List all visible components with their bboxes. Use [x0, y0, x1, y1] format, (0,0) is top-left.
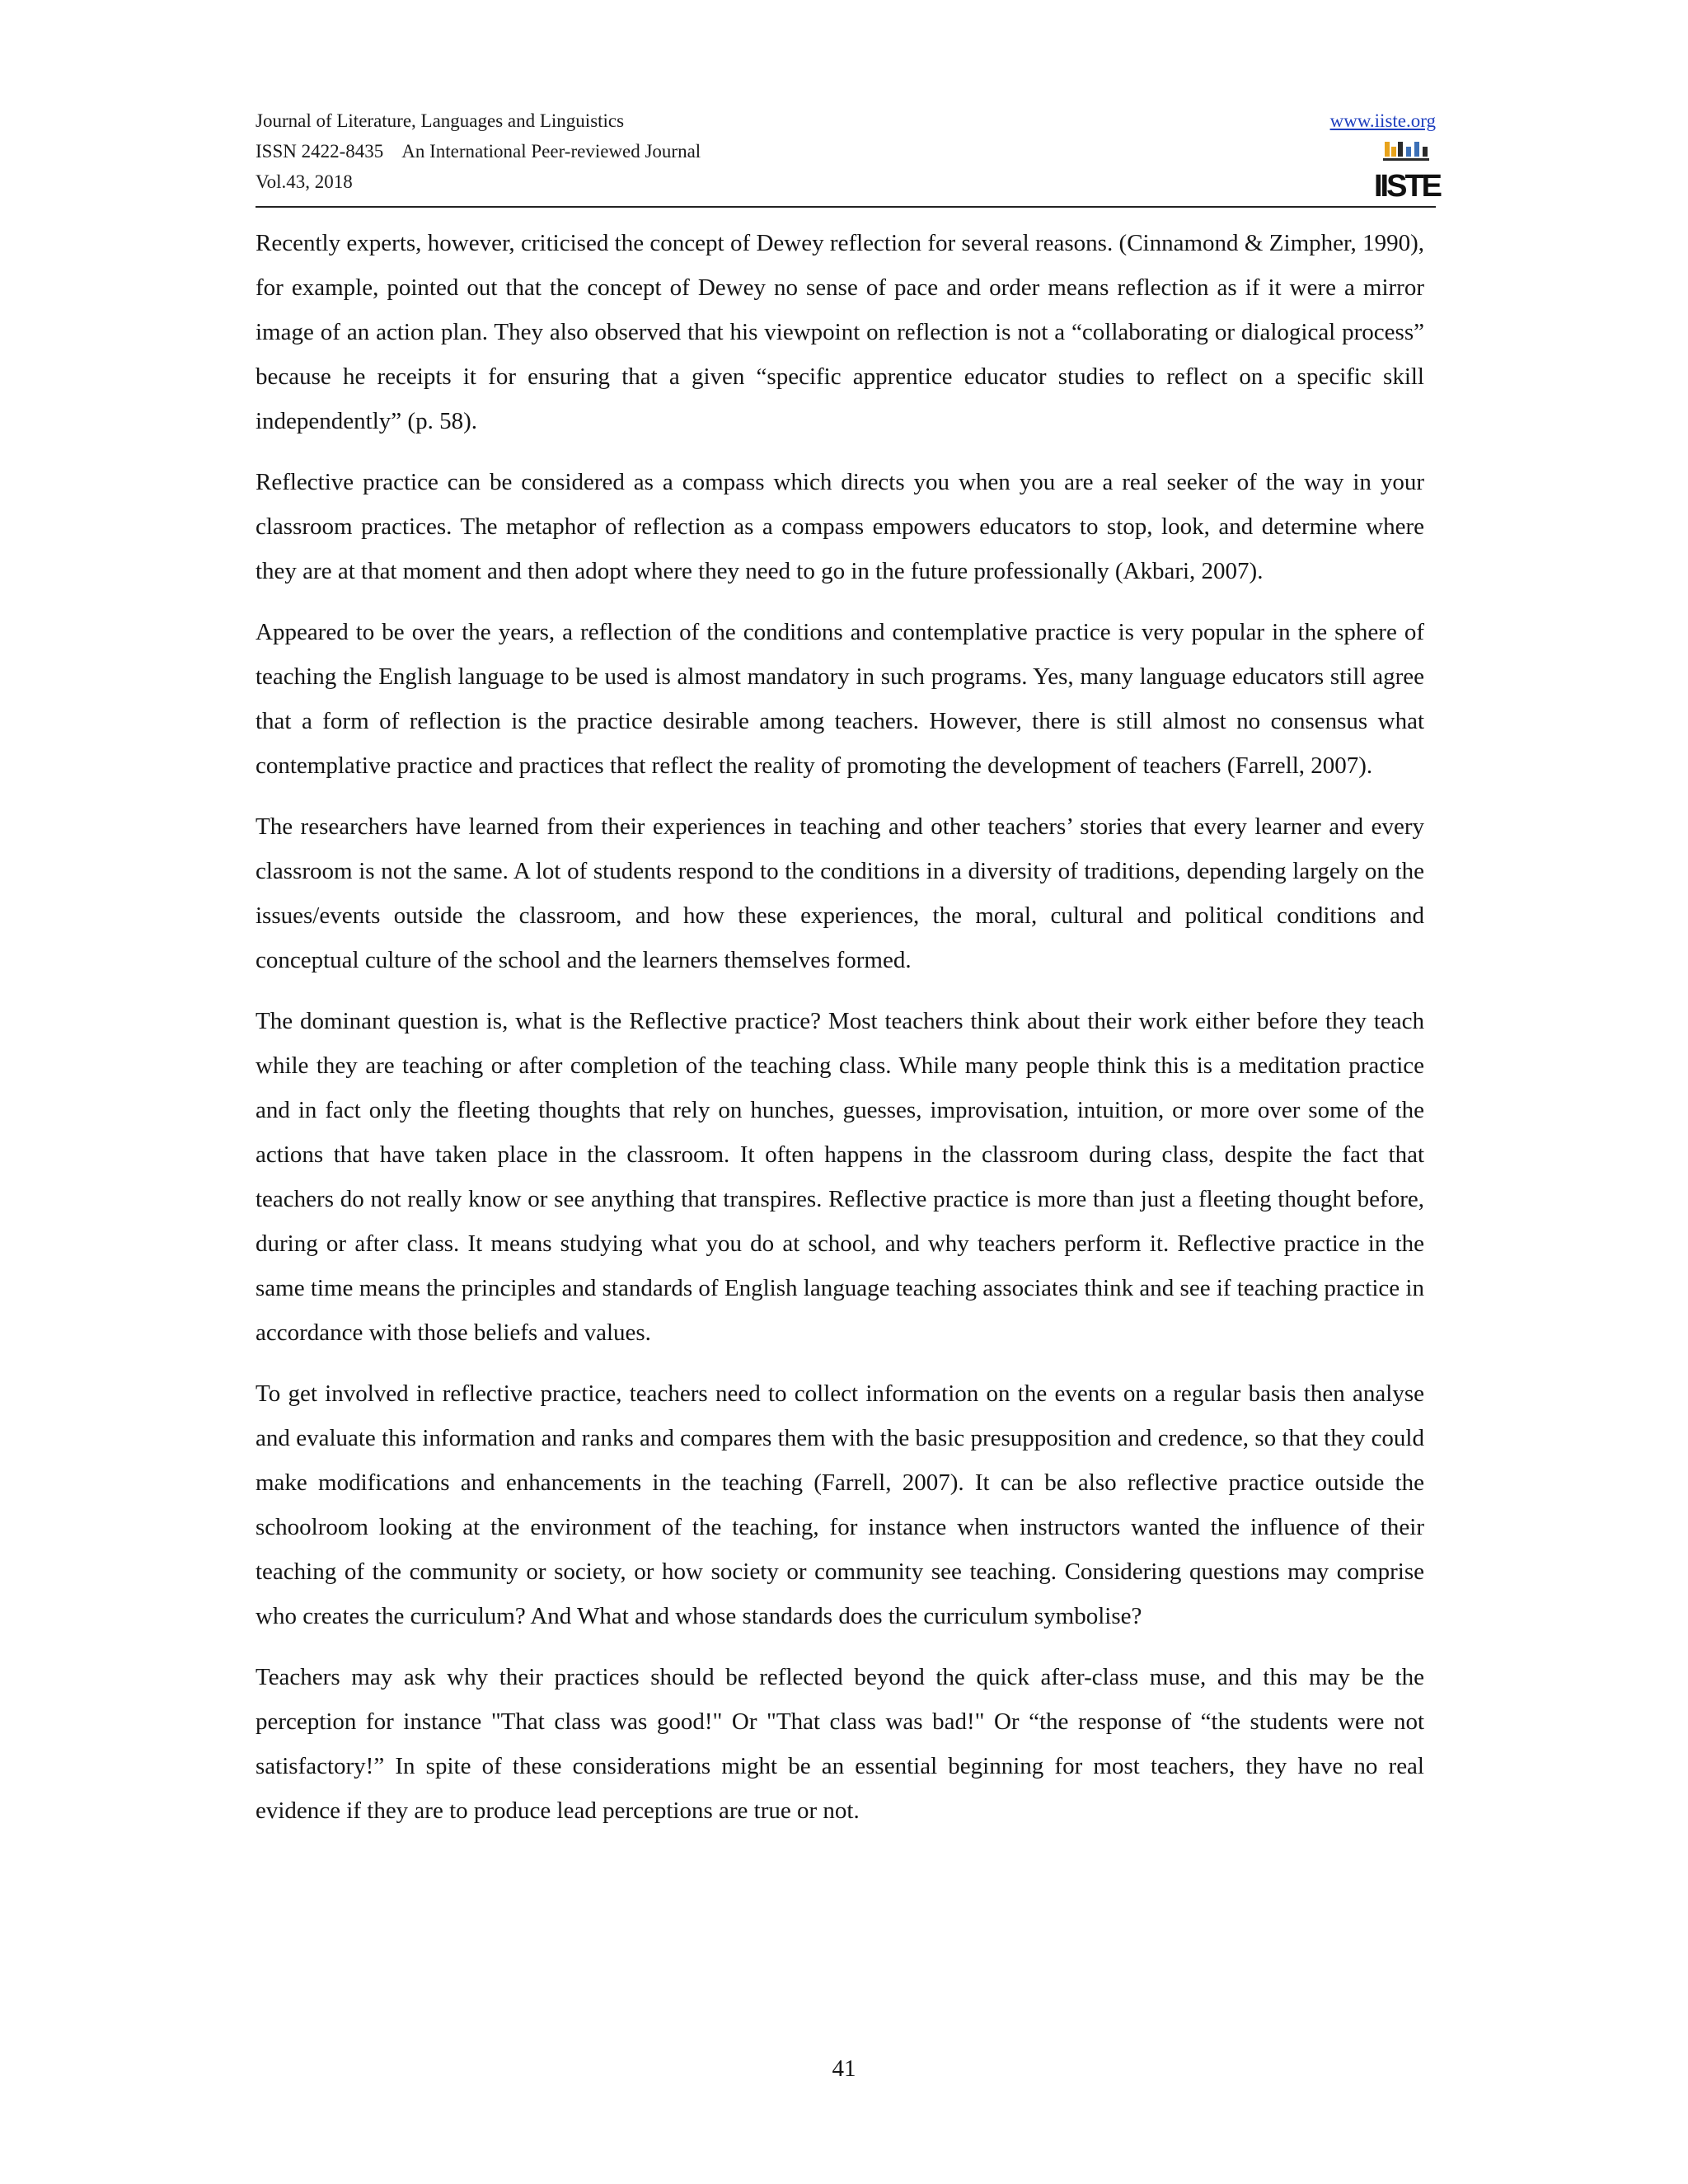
page-number: 41	[832, 2055, 856, 2082]
article-body	[256, 221, 1424, 1849]
volume: Vol.43, 2018	[256, 171, 353, 192]
paragraph: The dominant question is, what is the Reflective practice? Most teachers think about their work either before they teach while they are teaching or after completion of the teaching class. While many people think this is a meditation practice and in fact only the fleeting thoughts that rely on hunches, guesses, improvisation, intuition, or more over some of the actions that have taken place in the classroom. It often happens in the classroom during class, despite the fact that teachers do not really know or see anything that transpires. Reflective practice is more than just a fleeting thought before, during or after class. It means studying what you do at school, and why teachers perform it. Reflective practice in the same time means the principles and standards of English language teaching associates think and see if teaching practice in accordance with those beliefs and values.	[256, 1008, 1424, 1346]
paragraph: To get involved in reflective practice, teachers need to collect information on the events on a regular basis then analyse and evaluate this information and ranks and compares them with the basic presupposition and credence, so that they could make modifications and enhancements in the teaching (Farrell, 2007). It can be also reflective practice outside the schoolroom looking at the environment of the teaching, for instance when instructors wanted the influence of their teaching of the community or society, or how society or community see teaching. Considering questions may comprise who creates the curriculum? And What and whose standards does the curriculum symbolise?	[256, 1380, 1424, 1629]
journal-title: Journal of Literature, Languages and Linguistics	[256, 110, 625, 131]
paragraph: Reflective practice can be considered as a compass which directs you when you are a real seeker of the way in your classroom practices. The metaphor of reflection as a compass empowers educators to stop, look, and determine where they are at that moment and then adopt where they need to go in the future professionally (Akbari, 2007).	[256, 469, 1424, 584]
paragraph: The researchers have learned from their experiences in teaching and other teachers’ stories that every learner and every classroom is not the same. A lot of students respond to the conditions in a diversity of traditions, depending largely on the issues/events outside the classroom, and how these experiences, the moral, cultural and political conditions and conceptual culture of the school and the learners themselves formed.	[256, 813, 1424, 973]
issn-line	[256, 136, 1436, 166]
header-divider	[256, 206, 1436, 208]
paragraph: Appeared to be over the years, a reflection of the conditions and contemplative practice is very popular in the sphere of teaching the English language to be used is almost mandatory in such programs. Yes, many language educators still agree that a form of reflection is the practice desirable among teachers. However, there is still almost no consensus what contemplative practice and practices that reflect the reality of promoting the development of teachers (Farrell, 2007).	[256, 619, 1424, 779]
paragraph: Recently experts, however, criticised the concept of Dewey reflection for several reasons. (Cinnamond & Zimpher, 1990), for example, pointed out that the concept of Dewey no sense of pace and order means reflection as if it were a mirror image of an action plan. They also observed that his viewpoint on reflection is not a “collaborating or dialogical process” because he receipts it for ensuring that a given “specific apprentice educator studies to reflect on a specific skill independently” (p. 58).	[256, 230, 1424, 434]
iiste-logo-icon	[1373, 140, 1441, 204]
journal-type: An International Peer-reviewed Journal	[401, 141, 701, 162]
website-link[interactable]: www.iiste.org	[1329, 110, 1436, 131]
logo-lettering: IISTE	[1373, 169, 1441, 204]
paragraph: Teachers may ask why their practices should be reflected beyond the quick after-class muse, and this may be the perception for instance "That class was good!" Or "That class was bad!" Or “the response of “the students were not satisfactory!” In spite of these considerations might be an essential beginning for most teachers, they have no real evidence if they are to produce lead perceptions are true or not.	[256, 1664, 1424, 1824]
issn: ISSN 2422-8435	[256, 141, 384, 162]
journal-header	[256, 105, 1441, 206]
